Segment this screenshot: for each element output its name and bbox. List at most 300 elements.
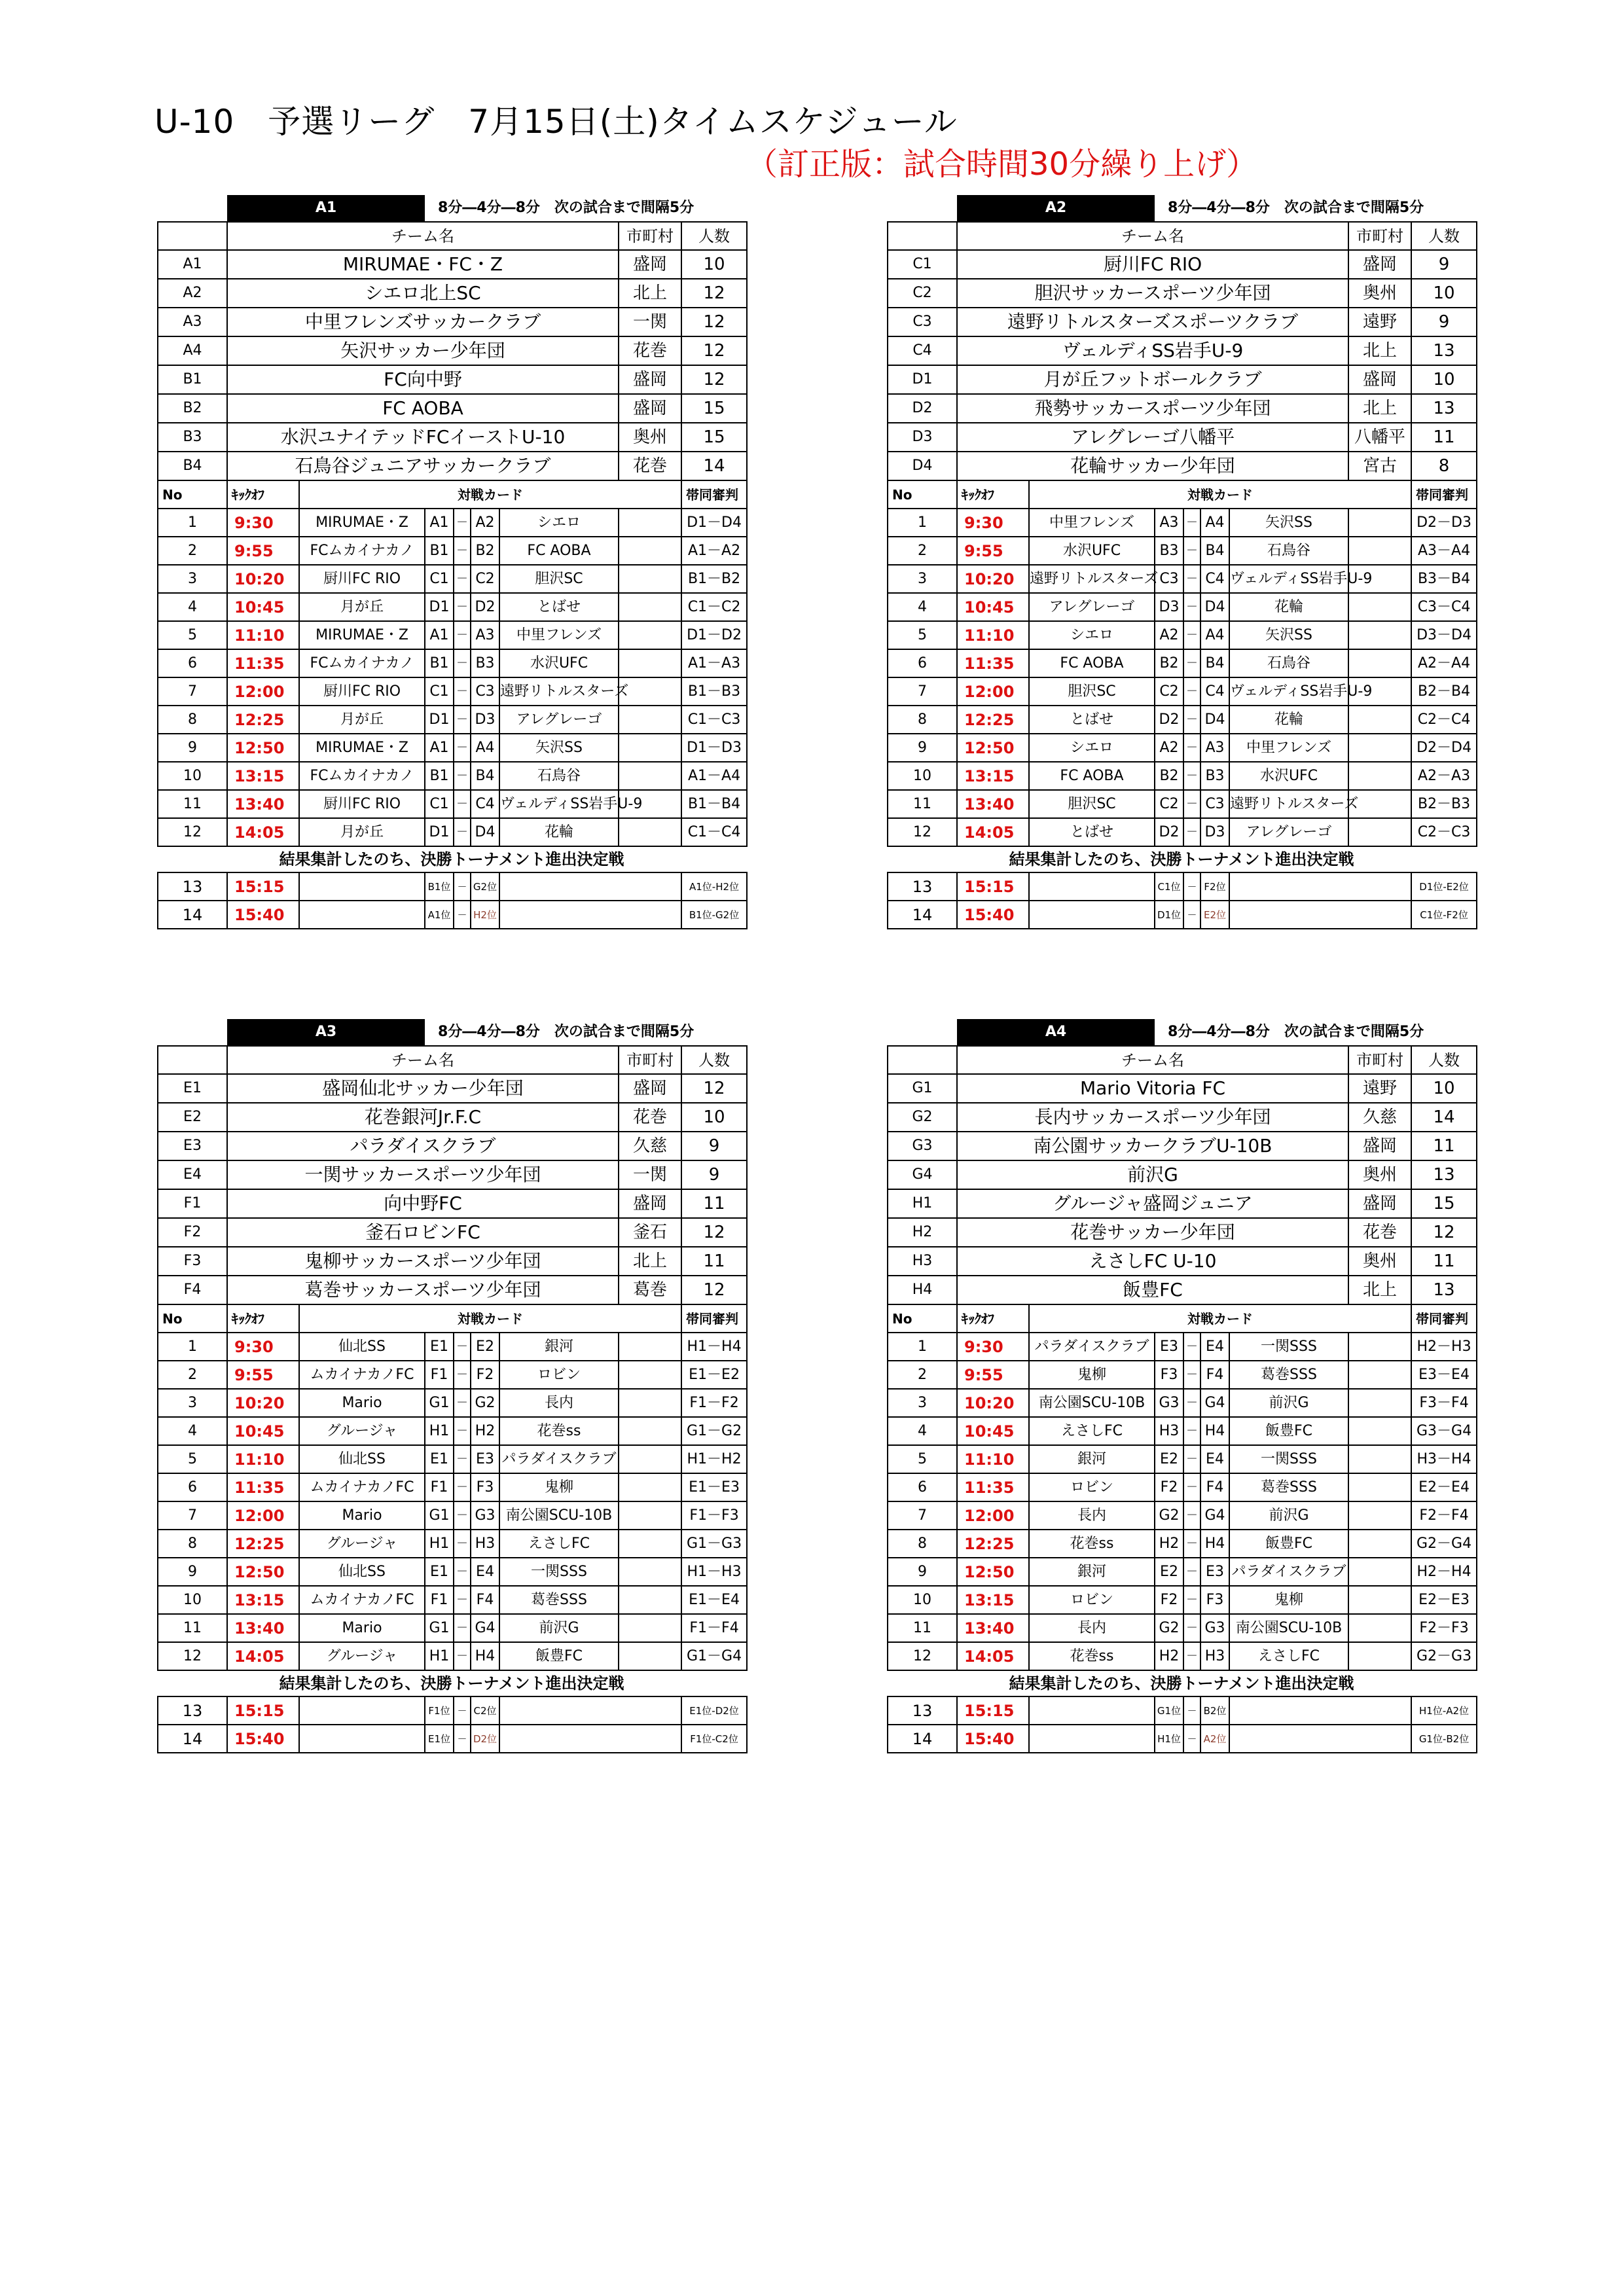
referee-teams: G1－G3 bbox=[681, 1530, 747, 1558]
versus-dash: － bbox=[1183, 1586, 1200, 1614]
match-no: 9 bbox=[888, 1558, 957, 1586]
home-code: E1 bbox=[425, 1333, 454, 1361]
away-code: A4 bbox=[1200, 621, 1229, 649]
referee-teams: B2－B3 bbox=[1411, 790, 1477, 818]
away-team: 中里フレンズ bbox=[499, 621, 619, 649]
team-count: 12 bbox=[681, 308, 747, 336]
home-code: A1 bbox=[425, 734, 454, 762]
away-code: E4 bbox=[1200, 1445, 1229, 1473]
team-city: 盛岡 bbox=[1348, 250, 1411, 279]
versus-dash: － bbox=[1183, 1696, 1200, 1725]
team-city: 盛岡 bbox=[619, 1189, 681, 1218]
away-code: C4 bbox=[1200, 565, 1229, 593]
team-count: 15 bbox=[681, 423, 747, 452]
home-code: G2 bbox=[1155, 1501, 1183, 1530]
away-team: 葛巻SSS bbox=[499, 1586, 619, 1614]
final-row bbox=[158, 1696, 747, 1725]
versus-dash: － bbox=[1183, 1725, 1200, 1753]
no-header: No bbox=[158, 480, 227, 509]
match-row bbox=[888, 1361, 1477, 1389]
empty-cell bbox=[888, 1019, 957, 1046]
home-code: B3 bbox=[1155, 537, 1183, 565]
count-header: 人数 bbox=[681, 1046, 747, 1074]
team-row bbox=[888, 1276, 1477, 1304]
kickoff-time: 9:30 bbox=[957, 509, 1029, 537]
versus-dash: － bbox=[1183, 509, 1200, 537]
team-city: 遠野 bbox=[1348, 1074, 1411, 1103]
team-row bbox=[888, 279, 1477, 308]
match-no: 2 bbox=[888, 1361, 957, 1389]
away-team: 中里フレンズ bbox=[1229, 734, 1348, 762]
kickoff-header: ｷｯｸｵﾌ bbox=[957, 480, 1029, 509]
team-code: A4 bbox=[158, 336, 227, 365]
away-code: H4 bbox=[1200, 1417, 1229, 1445]
kickoff-time: 15:40 bbox=[227, 1725, 299, 1753]
referee-teams: H1－H2 bbox=[681, 1445, 747, 1473]
referee-teams: A3－A4 bbox=[1411, 537, 1477, 565]
versus-dash: － bbox=[454, 1696, 471, 1725]
empty-cell bbox=[619, 1558, 681, 1586]
away-team: 石鳥谷 bbox=[499, 762, 619, 790]
referee-teams: C2－C4 bbox=[1411, 706, 1477, 734]
team-row bbox=[888, 1189, 1477, 1218]
match-row bbox=[158, 1445, 747, 1473]
team-row bbox=[158, 1218, 747, 1247]
team-name: 飯豊FC bbox=[957, 1276, 1348, 1304]
empty-cell bbox=[1348, 1642, 1411, 1670]
match-row bbox=[158, 621, 747, 649]
team-count: 8 bbox=[1411, 452, 1477, 480]
team-city: 盛岡 bbox=[619, 394, 681, 423]
away-code: B3 bbox=[471, 649, 499, 677]
versus-dash: － bbox=[454, 1558, 471, 1586]
schedule-table bbox=[157, 1019, 748, 1671]
home-code: G3 bbox=[1155, 1389, 1183, 1417]
match-no: 14 bbox=[158, 1725, 227, 1753]
home-rank: A1位 bbox=[425, 901, 454, 929]
referee-teams: G1－G2 bbox=[681, 1417, 747, 1445]
kickoff-time: 12:50 bbox=[957, 734, 1029, 762]
away-team: 飯豊FC bbox=[1229, 1530, 1348, 1558]
team-row bbox=[158, 1132, 747, 1160]
match-no: 2 bbox=[158, 1361, 227, 1389]
match-no: 7 bbox=[888, 1501, 957, 1530]
referee-teams: H3－H4 bbox=[1411, 1445, 1477, 1473]
match-column-header bbox=[158, 480, 747, 509]
home-code: E1 bbox=[425, 1445, 454, 1473]
match-no: 13 bbox=[888, 1696, 957, 1725]
team-city: 盛岡 bbox=[1348, 1189, 1411, 1218]
empty-cell bbox=[1348, 649, 1411, 677]
kickoff-time: 13:15 bbox=[227, 762, 299, 790]
away-rank: G2位 bbox=[471, 872, 499, 901]
referee-teams: F1－F2 bbox=[681, 1389, 747, 1417]
referee-teams: B1－B3 bbox=[681, 677, 747, 706]
team-name: 厨川FC RIO bbox=[957, 250, 1348, 279]
home-team: 水沢UFC bbox=[1029, 537, 1155, 565]
team-name: 石鳥谷ジュニアサッカークラブ bbox=[227, 452, 619, 480]
home-code: E2 bbox=[1155, 1558, 1183, 1586]
team-city: 葛巻 bbox=[619, 1276, 681, 1304]
away-code: F4 bbox=[471, 1586, 499, 1614]
team-name: パラダイスクラブ bbox=[227, 1132, 619, 1160]
home-code: B2 bbox=[1155, 649, 1183, 677]
match-no: 10 bbox=[888, 762, 957, 790]
team-code: B1 bbox=[158, 365, 227, 394]
team-city: 盛岡 bbox=[619, 365, 681, 394]
match-no: 1 bbox=[158, 509, 227, 537]
versus-dash: － bbox=[454, 1586, 471, 1614]
versus-dash: － bbox=[1183, 565, 1200, 593]
team-city: 盛岡 bbox=[1348, 1132, 1411, 1160]
city-header: 市町村 bbox=[1348, 222, 1411, 250]
empty-cell bbox=[619, 734, 681, 762]
match-row bbox=[158, 1642, 747, 1670]
away-code: B2 bbox=[471, 537, 499, 565]
home-code: C3 bbox=[1155, 565, 1183, 593]
home-team: 長内 bbox=[1029, 1501, 1155, 1530]
home-code: D1 bbox=[425, 818, 454, 846]
team-name: ヴェルディSS岩手U-9 bbox=[957, 336, 1348, 365]
versus-dash: － bbox=[454, 1361, 471, 1389]
match-row bbox=[158, 818, 747, 846]
empty-cell bbox=[1348, 818, 1411, 846]
home-team: 花巻ss bbox=[1029, 1530, 1155, 1558]
home-team: 遠野リトルスターズ bbox=[1029, 565, 1155, 593]
empty-cell bbox=[619, 593, 681, 621]
versus-dash: － bbox=[1183, 762, 1200, 790]
versus-dash: － bbox=[454, 706, 471, 734]
home-code: D2 bbox=[1155, 818, 1183, 846]
team-name: 釜石ロビンFC bbox=[227, 1218, 619, 1247]
match-row bbox=[888, 537, 1477, 565]
empty-cell bbox=[1348, 706, 1411, 734]
home-rank: G1位 bbox=[1155, 1696, 1183, 1725]
kickoff-time: 9:30 bbox=[227, 1333, 299, 1361]
away-code: C3 bbox=[1200, 790, 1229, 818]
team-row bbox=[158, 250, 747, 279]
match-header: 対戦カード bbox=[1029, 1304, 1411, 1333]
home-team: パラダイスクラブ bbox=[1029, 1333, 1155, 1361]
away-team: 水沢UFC bbox=[499, 649, 619, 677]
no-header: No bbox=[158, 1304, 227, 1333]
match-no: 1 bbox=[888, 1333, 957, 1361]
home-code: E1 bbox=[425, 1558, 454, 1586]
match-no: 14 bbox=[888, 901, 957, 929]
kickoff-time: 12:00 bbox=[957, 1501, 1029, 1530]
count-header: 人数 bbox=[1411, 222, 1477, 250]
kickoff-time: 12:25 bbox=[957, 706, 1029, 734]
versus-dash: － bbox=[1183, 593, 1200, 621]
away-code: A3 bbox=[1200, 734, 1229, 762]
team-name: 花巻サッカー少年団 bbox=[957, 1218, 1348, 1247]
match-row bbox=[158, 1333, 747, 1361]
home-code: C2 bbox=[1155, 677, 1183, 706]
away-team: パラダイスクラブ bbox=[1229, 1558, 1348, 1586]
away-code: F4 bbox=[1200, 1473, 1229, 1501]
home-code: F2 bbox=[1155, 1586, 1183, 1614]
team-name: 矢沢サッカー少年団 bbox=[227, 336, 619, 365]
team-row bbox=[158, 1276, 747, 1304]
finals-table bbox=[157, 872, 748, 929]
home-code: B1 bbox=[425, 762, 454, 790]
kickoff-time: 10:45 bbox=[957, 1417, 1029, 1445]
team-column-header bbox=[888, 1046, 1477, 1074]
group-header bbox=[888, 195, 1477, 222]
empty-cell bbox=[299, 901, 425, 929]
referee-teams: B1－B2 bbox=[681, 565, 747, 593]
versus-dash: － bbox=[454, 1501, 471, 1530]
team-city: 北上 bbox=[619, 279, 681, 308]
home-code: B1 bbox=[425, 649, 454, 677]
referee-ranks: H1位-A2位 bbox=[1411, 1696, 1477, 1725]
empty-cell bbox=[619, 1389, 681, 1417]
team-row bbox=[158, 1247, 747, 1276]
team-city: 奥州 bbox=[1348, 1247, 1411, 1276]
away-team: 前沢G bbox=[1229, 1501, 1348, 1530]
team-count: 13 bbox=[1411, 394, 1477, 423]
empty-cell bbox=[1229, 1696, 1411, 1725]
kickoff-time: 13:15 bbox=[227, 1586, 299, 1614]
kickoff-time: 9:30 bbox=[227, 509, 299, 537]
match-column-header bbox=[158, 1304, 747, 1333]
referee-ranks: G1位-B2位 bbox=[1411, 1725, 1477, 1753]
team-city: 奥州 bbox=[1348, 279, 1411, 308]
home-code: F1 bbox=[425, 1473, 454, 1501]
referee-teams: E1－E3 bbox=[681, 1473, 747, 1501]
away-team: 南公園SCU-10B bbox=[499, 1501, 619, 1530]
empty-cell bbox=[499, 872, 681, 901]
home-code: C1 bbox=[425, 565, 454, 593]
versus-dash: － bbox=[454, 1445, 471, 1473]
team-count: 12 bbox=[681, 336, 747, 365]
group-a4 bbox=[887, 1019, 1476, 1753]
team-code: B4 bbox=[158, 452, 227, 480]
kickoff-time: 11:35 bbox=[227, 1473, 299, 1501]
away-code: G4 bbox=[1200, 1501, 1229, 1530]
match-row bbox=[158, 1614, 747, 1642]
team-name: 飛勢サッカースポーツ少年団 bbox=[957, 394, 1348, 423]
team-name: FC AOBA bbox=[227, 394, 619, 423]
match-no: 1 bbox=[888, 509, 957, 537]
away-code: B4 bbox=[1200, 537, 1229, 565]
match-no: 12 bbox=[158, 818, 227, 846]
team-count: 9 bbox=[681, 1160, 747, 1189]
group-header bbox=[158, 195, 747, 222]
team-name: 向中野FC bbox=[227, 1189, 619, 1218]
match-row bbox=[888, 621, 1477, 649]
team-code: H2 bbox=[888, 1218, 957, 1247]
away-code: H4 bbox=[471, 1642, 499, 1670]
team-code: C4 bbox=[888, 336, 957, 365]
versus-dash: － bbox=[1183, 1389, 1200, 1417]
team-count: 12 bbox=[681, 279, 747, 308]
final-row bbox=[158, 1725, 747, 1753]
versus-dash: － bbox=[454, 872, 471, 901]
empty-cell bbox=[619, 1642, 681, 1670]
match-no: 6 bbox=[888, 649, 957, 677]
away-code: C4 bbox=[471, 790, 499, 818]
home-code: F1 bbox=[425, 1361, 454, 1389]
referee-teams: B2－B4 bbox=[1411, 677, 1477, 706]
empty-cell bbox=[1029, 901, 1155, 929]
empty-cell bbox=[1348, 1473, 1411, 1501]
versus-dash: － bbox=[454, 593, 471, 621]
team-city: 盛岡 bbox=[1348, 365, 1411, 394]
match-row bbox=[888, 1501, 1477, 1530]
team-name: シエロ北上SC bbox=[227, 279, 619, 308]
team-code: B3 bbox=[158, 423, 227, 452]
match-row bbox=[158, 734, 747, 762]
home-code: G1 bbox=[425, 1389, 454, 1417]
match-row bbox=[888, 1530, 1477, 1558]
versus-dash: － bbox=[1183, 677, 1200, 706]
home-team: 月が丘 bbox=[299, 706, 425, 734]
home-team: Mario bbox=[299, 1389, 425, 1417]
versus-dash: － bbox=[454, 509, 471, 537]
team-city: 北上 bbox=[619, 1247, 681, 1276]
away-team: 石鳥谷 bbox=[1229, 649, 1348, 677]
no-header: No bbox=[888, 1304, 957, 1333]
kickoff-time: 15:40 bbox=[957, 901, 1029, 929]
home-team: MIRUMAE・Z bbox=[299, 509, 425, 537]
away-code: H4 bbox=[1200, 1530, 1229, 1558]
versus-dash: － bbox=[1183, 706, 1200, 734]
away-code: D4 bbox=[471, 818, 499, 846]
referee-teams: E2－E4 bbox=[1411, 1473, 1477, 1501]
referee-ranks: D1位-E2位 bbox=[1411, 872, 1477, 901]
team-row bbox=[888, 1074, 1477, 1103]
match-no: 4 bbox=[888, 593, 957, 621]
team-code: B2 bbox=[158, 394, 227, 423]
team-row bbox=[888, 336, 1477, 365]
empty-cell bbox=[1348, 1361, 1411, 1389]
match-row bbox=[888, 509, 1477, 537]
away-code: E3 bbox=[1200, 1558, 1229, 1586]
team-code: C2 bbox=[888, 279, 957, 308]
away-code: E2 bbox=[471, 1333, 499, 1361]
referee-teams: H2－H4 bbox=[1411, 1558, 1477, 1586]
empty-cell bbox=[1348, 1445, 1411, 1473]
versus-dash: － bbox=[454, 621, 471, 649]
away-code: H3 bbox=[1200, 1642, 1229, 1670]
home-code: A3 bbox=[1155, 509, 1183, 537]
home-team: 長内 bbox=[1029, 1614, 1155, 1642]
match-no: 4 bbox=[888, 1417, 957, 1445]
match-no: 9 bbox=[888, 734, 957, 762]
match-no: 11 bbox=[888, 1614, 957, 1642]
away-team: 花輪 bbox=[1229, 593, 1348, 621]
match-no: 12 bbox=[888, 1642, 957, 1670]
team-name: 遠野リトルスターズスポーツクラブ bbox=[957, 308, 1348, 336]
empty-cell bbox=[619, 762, 681, 790]
match-no: 13 bbox=[158, 1696, 227, 1725]
team-name: 胆沢サッカースポーツ少年団 bbox=[957, 279, 1348, 308]
group-info: 8分―4分―8分 次の試合まで間隔5分 bbox=[438, 200, 695, 216]
away-code: C2 bbox=[471, 565, 499, 593]
versus-dash: － bbox=[1183, 1642, 1200, 1670]
team-count: 11 bbox=[681, 1247, 747, 1276]
match-no: 11 bbox=[158, 790, 227, 818]
match-no: 4 bbox=[158, 1417, 227, 1445]
team-count: 13 bbox=[1411, 336, 1477, 365]
away-code: D4 bbox=[1200, 706, 1229, 734]
referee-header: 帯同審判 bbox=[681, 480, 747, 509]
referee-teams: E1－E4 bbox=[681, 1586, 747, 1614]
empty-cell bbox=[619, 649, 681, 677]
empty-cell bbox=[1029, 1725, 1155, 1753]
home-code: G1 bbox=[425, 1501, 454, 1530]
empty-cell bbox=[619, 621, 681, 649]
kickoff-time: 13:40 bbox=[227, 790, 299, 818]
team-count: 12 bbox=[1411, 1218, 1477, 1247]
away-rank: E2位 bbox=[1200, 901, 1229, 929]
home-code: H1 bbox=[425, 1417, 454, 1445]
team-count: 12 bbox=[681, 1276, 747, 1304]
group-a1 bbox=[157, 195, 746, 929]
team-count: 12 bbox=[681, 1218, 747, 1247]
group-info: 8分―4分―8分 次の試合まで間隔5分 bbox=[1168, 200, 1424, 216]
match-no: 6 bbox=[158, 649, 227, 677]
team-code: E1 bbox=[158, 1074, 227, 1103]
empty-cell bbox=[499, 901, 681, 929]
home-team: シエロ bbox=[1029, 734, 1155, 762]
kickoff-time: 10:20 bbox=[957, 1389, 1029, 1417]
match-no: 2 bbox=[888, 537, 957, 565]
team-code: G3 bbox=[888, 1132, 957, 1160]
match-row bbox=[888, 1445, 1477, 1473]
final-row bbox=[158, 872, 747, 901]
team-row bbox=[888, 308, 1477, 336]
empty-cell bbox=[1348, 1389, 1411, 1417]
home-team: シエロ bbox=[1029, 621, 1155, 649]
kickoff-time: 9:55 bbox=[957, 537, 1029, 565]
team-city: 八幡平 bbox=[1348, 423, 1411, 452]
team-row bbox=[158, 423, 747, 452]
empty-cell bbox=[499, 1696, 681, 1725]
home-code: H1 bbox=[425, 1530, 454, 1558]
empty-cell bbox=[619, 565, 681, 593]
away-rank: C2位 bbox=[471, 1696, 499, 1725]
versus-dash: － bbox=[1183, 1558, 1200, 1586]
versus-dash: － bbox=[1183, 1333, 1200, 1361]
referee-teams: F3－F4 bbox=[1411, 1389, 1477, 1417]
empty-cell bbox=[619, 1586, 681, 1614]
home-code: A1 bbox=[425, 621, 454, 649]
team-name-header: チーム名 bbox=[957, 222, 1348, 250]
versus-dash: － bbox=[1183, 901, 1200, 929]
kickoff-time: 12:50 bbox=[227, 1558, 299, 1586]
city-header: 市町村 bbox=[619, 222, 681, 250]
team-name: 鬼柳サッカースポーツ少年団 bbox=[227, 1247, 619, 1276]
referee-teams: C1－C4 bbox=[681, 818, 747, 846]
team-name: 盛岡仙北サッカー少年団 bbox=[227, 1074, 619, 1103]
away-code: D3 bbox=[471, 706, 499, 734]
empty-cell bbox=[888, 222, 957, 250]
group-label: A3 bbox=[227, 1019, 425, 1046]
kickoff-time: 10:20 bbox=[227, 1389, 299, 1417]
match-row bbox=[888, 1473, 1477, 1501]
kickoff-time: 15:40 bbox=[227, 901, 299, 929]
versus-dash: － bbox=[454, 1333, 471, 1361]
home-rank: H1位 bbox=[1155, 1725, 1183, 1753]
versus-dash: － bbox=[454, 1473, 471, 1501]
empty-cell bbox=[619, 1445, 681, 1473]
home-team: MIRUMAE・Z bbox=[299, 621, 425, 649]
away-team: 葛巻SSS bbox=[1229, 1473, 1348, 1501]
referee-teams: G3－G4 bbox=[1411, 1417, 1477, 1445]
away-code: C4 bbox=[1200, 677, 1229, 706]
